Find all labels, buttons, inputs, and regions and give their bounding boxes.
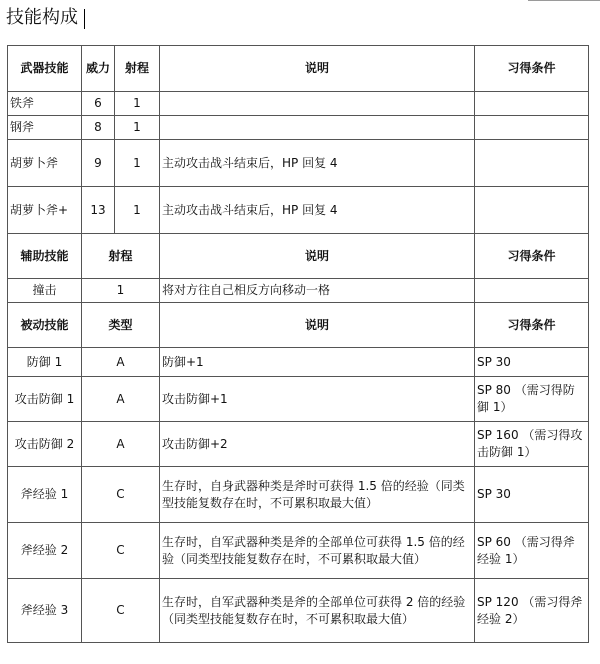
assist-description: 将对方往自己相反方向移动一格	[160, 279, 475, 303]
weapon-header-description: 说明	[160, 46, 475, 92]
passive-name: 斧经验 1	[8, 467, 82, 523]
passive-description: 防御+1	[160, 348, 475, 377]
weapon-condition	[475, 187, 589, 234]
weapon-description	[160, 92, 475, 116]
weapon-power: 13	[82, 187, 115, 234]
passive-name: 攻击防御 2	[8, 422, 82, 467]
weapon-power: 9	[82, 140, 115, 187]
weapon-range: 1	[115, 187, 160, 234]
page-title: 技能构成	[6, 7, 78, 28]
weapon-range: 1	[115, 140, 160, 187]
passive-row	[8, 348, 589, 377]
weapon-header-name: 武器技能	[8, 46, 82, 92]
weapon-name: 胡萝卜斧+	[8, 187, 82, 234]
assist-condition	[475, 279, 589, 303]
passive-condition: SP 60 （需习得斧经验 1）	[475, 523, 589, 579]
passive-condition: SP 80 （需习得防御 1）	[475, 377, 589, 422]
passive-condition: SP 30	[475, 467, 589, 523]
passive-row	[8, 422, 589, 467]
weapon-description: 主动攻击战斗结束后，HP 回复 4	[160, 140, 475, 187]
passive-type: C	[82, 467, 160, 523]
passive-header-name: 被动技能	[8, 303, 82, 348]
page-top-rule	[528, 0, 600, 1]
passive-condition: SP 30	[475, 348, 589, 377]
weapon-condition	[475, 92, 589, 116]
assist-header-description: 说明	[160, 234, 475, 279]
weapon-name: 胡萝卜斧	[8, 140, 82, 187]
passive-name: 斧经验 2	[8, 523, 82, 579]
passive-header-type: 类型	[82, 303, 160, 348]
weapon-power: 8	[82, 116, 115, 140]
passive-name: 斧经验 3	[8, 579, 82, 643]
passive-description: 攻击防御+2	[160, 422, 475, 467]
passive-condition: SP 120 （需习得斧经验 2）	[475, 579, 589, 643]
assist-range: 1	[82, 279, 160, 303]
passive-condition: SP 160 （需习得攻击防御 1）	[475, 422, 589, 467]
passive-description: 生存时，自军武器种类是斧的全部单位可获得 1.5 倍的经验（同类型技能复数存在时，不可累积取最大值）	[160, 523, 475, 579]
weapon-row	[8, 92, 589, 116]
weapon-row	[8, 140, 589, 187]
weapon-power: 6	[82, 92, 115, 116]
assist-name: 撞击	[8, 279, 82, 303]
skills-table	[7, 45, 589, 643]
weapon-name: 钢斧	[8, 116, 82, 140]
weapon-header-power: 威力	[82, 46, 115, 92]
assist-header-row	[8, 234, 589, 279]
passive-description: 生存时，自军武器种类是斧的全部单位可获得 2 倍的经验（同类型技能复数存在时，不可累积取最大值）	[160, 579, 475, 643]
weapon-description	[160, 116, 475, 140]
passive-type: A	[82, 377, 160, 422]
weapon-range: 1	[115, 92, 160, 116]
weapon-header-row	[8, 46, 589, 92]
assist-header-name: 辅助技能	[8, 234, 82, 279]
weapon-range: 1	[115, 116, 160, 140]
weapon-header-range: 射程	[115, 46, 160, 92]
passive-type: C	[82, 523, 160, 579]
passive-row	[8, 467, 589, 523]
passive-row	[8, 377, 589, 422]
passive-name: 攻击防御 1	[8, 377, 82, 422]
weapon-name: 铁斧	[8, 92, 82, 116]
weapon-description: 主动攻击战斗结束后，HP 回复 4	[160, 187, 475, 234]
passive-header-row	[8, 303, 589, 348]
passive-row	[8, 579, 589, 643]
passive-type: A	[82, 422, 160, 467]
weapon-condition	[475, 140, 589, 187]
assist-header-condition: 习得条件	[475, 234, 589, 279]
passive-type: C	[82, 579, 160, 643]
assist-header-range: 射程	[82, 234, 160, 279]
weapon-condition	[475, 116, 589, 140]
passive-description: 攻击防御+1	[160, 377, 475, 422]
assist-row	[8, 279, 589, 303]
passive-header-condition: 习得条件	[475, 303, 589, 348]
passive-description: 生存时，自身武器种类是斧时可获得 1.5 倍的经验（同类型技能复数存在时，不可累积取最大值）	[160, 467, 475, 523]
passive-row	[8, 523, 589, 579]
passive-name: 防御 1	[8, 348, 82, 377]
weapon-header-condition: 习得条件	[475, 46, 589, 92]
passive-type: A	[82, 348, 160, 377]
passive-header-description: 说明	[160, 303, 475, 348]
weapon-row	[8, 187, 589, 234]
weapon-row	[8, 116, 589, 140]
text-cursor	[84, 9, 85, 29]
